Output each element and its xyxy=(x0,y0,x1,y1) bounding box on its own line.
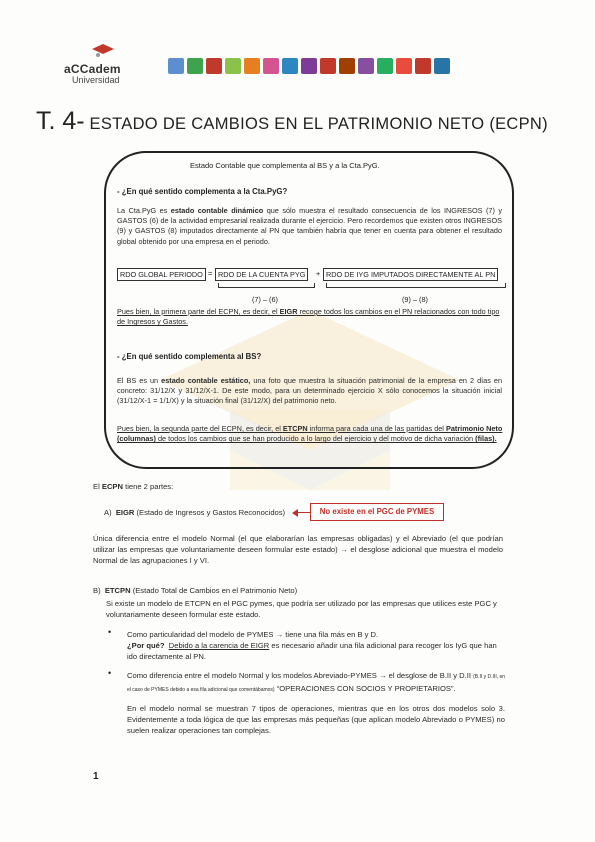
label-iyg: (9) – (8) xyxy=(402,295,428,304)
page-title: T. 4- ESTADO DE CAMBIOS EN EL PATRIMONIO NETO (ECPN) xyxy=(36,107,548,135)
logo-text: aCCadem xyxy=(64,62,121,76)
equation-iyg: RDO DE IYG IMPUTADOS DIRECTAMENTE AL PN xyxy=(323,268,498,281)
microscope-icon xyxy=(301,58,317,74)
equation-global: RDO GLOBAL PERIODO xyxy=(117,268,206,281)
icon-strip xyxy=(168,58,450,74)
logo-subtitle: Universidad xyxy=(72,75,120,85)
brace-pyg xyxy=(218,283,315,288)
globe-icon xyxy=(396,58,412,74)
chart-icon xyxy=(168,58,184,74)
bullet-pymes: Como particularidad del modelo de PYMES → tiene una fila más en B y D. ¿Por qué? Debido a la carencia de EIGR es necesario añadir una fila adicional para recoger los IyG que han ido directamente al PN. xyxy=(127,630,497,661)
page-number: 1 xyxy=(93,771,99,782)
box-heading: Estado Contable que complementa al BS y a la Cta.PyG. xyxy=(190,161,380,170)
question-bs: - ¿En qué sentido complementa al BS? xyxy=(117,352,262,361)
paragraph-pyg: La Cta.PyG es estado contable dinámico que sólo muestra el resultado consecuencia de los INGRESOS (7) y GASTOS (6) de la actividad empresarial realizada durante el ejercicio. Pero recordemos que existen otros INGRESOS (9) y GASTOS (8) imputados directamente al PN que también habría que tener en cuenta para obtener el resultado global obtenido por una empresa en el periodo. xyxy=(117,206,502,246)
gear-icon xyxy=(320,58,336,74)
paragraph-etcpn-pymes: Si existe un modelo de ETCPN en el PGC pymes, que podría ser utilizado por las empresas que utilices este PGC y voluntariamente deseen formular este estado. xyxy=(106,599,497,619)
label-pyg: (7) – (6) xyxy=(252,295,278,304)
paragraph-bs: El BS es un estado contable estático, una foto que muestra la situación patrimonial de la empresa en 2 días en concreto: 31/12/X y 31/12/X-1. De este modo, para un determinado ejercicio X sólo conocemos la situación inicial (31/12/X-1 = 1/1/X) y la situación final (31/12/X) del patrimonio neto. xyxy=(117,376,503,406)
part-b-heading: B) ETCPN (Estado Total de Cambios en el Patrimonio Neto) xyxy=(93,586,298,595)
equation-equals: = xyxy=(208,269,213,278)
equation-plus: + xyxy=(316,269,321,278)
flask-icon xyxy=(244,58,260,74)
heart-icon xyxy=(263,58,279,74)
percent-icon xyxy=(225,58,241,74)
red-arrow-head-icon xyxy=(292,509,298,517)
book-icon xyxy=(187,58,203,74)
red-arrow-line xyxy=(296,512,310,513)
bullet-dot-2: • xyxy=(108,668,112,678)
parts-intro: El ECPN tiene 2 partes: xyxy=(93,482,174,491)
logo xyxy=(62,44,142,88)
paragraph-eigr: Pues bien, la primera parte del ECPN, es decir, el EIGR recoge todos los cambios en el PN relacionados con todo tipo de Ingresos y Gastos. xyxy=(117,307,500,327)
brace-iyg xyxy=(326,283,506,288)
dna-icon xyxy=(282,58,298,74)
paragraph-etcpn: Pues bien, la segunda parte del ECPN, es decir, el ETCPN informa para cada una de las partidas del Patrimonio Neto (columnas) de todos los cambios que se han producido a lo largo del ejercicio y del motivo de dicha variación (filas). xyxy=(117,424,503,444)
logo-mark-icon xyxy=(92,44,114,58)
search-icon xyxy=(358,58,374,74)
question-pyg: - ¿En qué sentido complementa a la Cta.PyG? xyxy=(117,187,288,196)
h-icon xyxy=(434,58,450,74)
leaf-icon xyxy=(377,58,393,74)
bullet-normal-vs-abreviado: Como diferencia entre el modelo Normal y los modelos Abreviado-PYMES → el desglose de B.II y D.II (B.II y D.III, en el caso de PYMES debido a esa fila adicional que comentábamos) “OPERACIONES CON SOCIOS Y PROPIETARIOS”. xyxy=(127,671,506,693)
part-a-heading: A) EIGR (Estado de Ingresos y Gastos Reconocidos) xyxy=(104,508,286,517)
no-pgc-note: No existe en el PGC de PYMES xyxy=(310,503,444,521)
building-icon xyxy=(206,58,222,74)
bullet-dot-1: • xyxy=(108,627,112,637)
paragraph-model-types: En el modelo normal se muestran 7 tipos de operaciones, mientras que en los otros dos modelos solo 3. Evidentemente a toda lógica de que las empresas más pequeñas (que aplican modelo Abreviado o PYMES) no suelen realizar operaciones tan complejas. xyxy=(127,704,505,735)
scales-icon xyxy=(339,58,355,74)
equation-pyg: RDO DE LA CUENTA PYG xyxy=(215,268,308,281)
hospital-icon xyxy=(415,58,431,74)
paragraph-difference: Única diferencia entre el modelo Normal (el que elaborarían las empresas obligadas) y el Abreviado (el que podrían utilizar las empresas que voluntariamente deseen formular este estado) → el desglose adicional que muestra el modelo Normal de las agrupaciones I y VI. xyxy=(93,534,503,565)
